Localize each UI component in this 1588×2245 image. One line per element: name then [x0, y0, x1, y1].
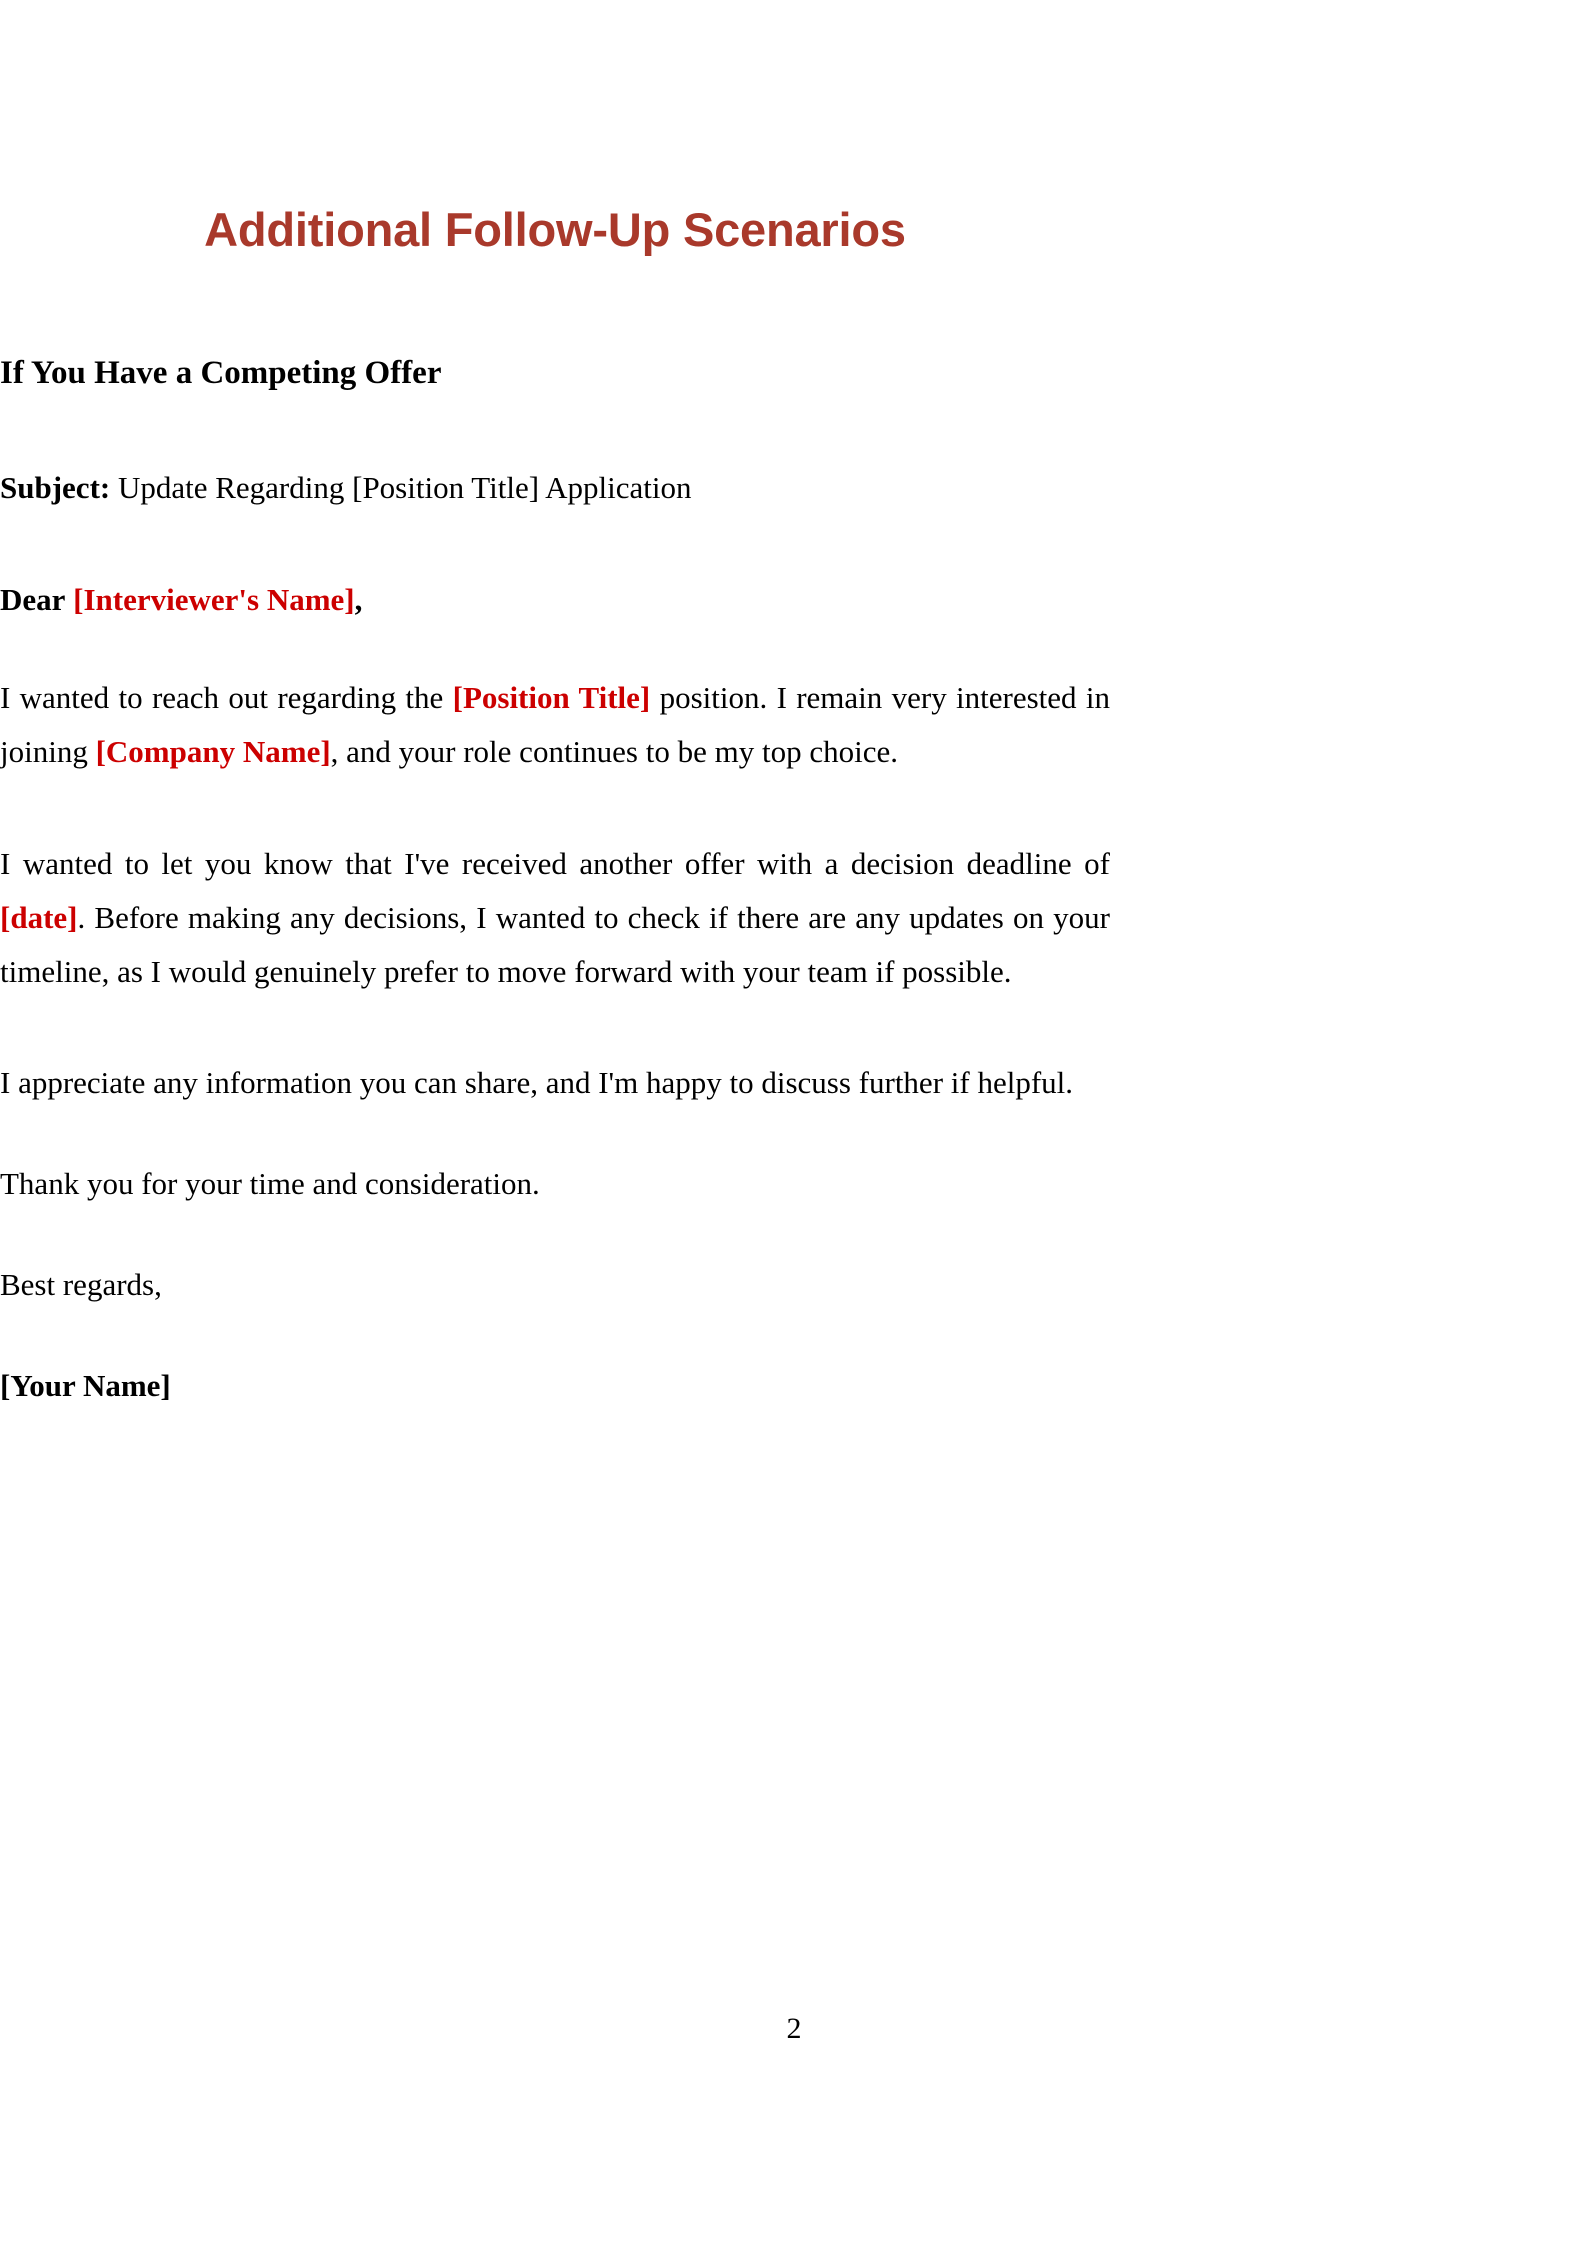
- subject-label: Subject:: [0, 470, 111, 505]
- body2-text-part1: I wanted to let you know that I've received another offer with a decision deadline of: [0, 846, 1110, 881]
- email-paragraph-appreciation: I appreciate any information you can share, and I'm happy to discuss further if helpful.: [0, 1065, 1074, 1100]
- email-subject-line: [0, 461, 1110, 515]
- position-title-placeholder: [Position Title]: [452, 680, 651, 715]
- email-paragraph-interest: [0, 671, 1110, 779]
- email-paragraph-competing-offer: [0, 837, 1110, 999]
- salutation-punctuation: ,: [354, 582, 363, 617]
- body2-text-part2: . Before making any decisions, I wanted to check if there are any updates on your timeline, as I would genuinely prefer to move forward with your team if possible.: [0, 900, 1110, 989]
- body1-text-part3: , and your role continues to be my top choice.: [330, 734, 898, 769]
- company-name-placeholder: [Company Name]: [95, 734, 331, 769]
- page-title: Additional Follow-Up Scenarios: [204, 203, 906, 256]
- body1-text-part1: I wanted to reach out regarding the: [0, 680, 453, 715]
- date-placeholder: [date]: [0, 900, 78, 935]
- email-closing: Best regards,: [0, 1267, 162, 1302]
- email-salutation: [0, 573, 1110, 627]
- page-number: 2: [786, 2012, 802, 2045]
- email-signature-placeholder: [Your Name]: [0, 1368, 171, 1403]
- body1-text-part2: position. I remain very interested in joining: [0, 680, 1110, 769]
- email-paragraph-thanks: Thank you for your time and consideration.: [0, 1166, 540, 1201]
- salutation-space: [65, 582, 73, 617]
- section-heading: If You Have a Competing Offer: [0, 355, 442, 391]
- salutation-label: Dear: [0, 582, 66, 617]
- subject-value: Update Regarding [Position Title] Application: [110, 470, 692, 505]
- interviewer-name-placeholder: [Interviewer's Name]: [73, 582, 355, 617]
